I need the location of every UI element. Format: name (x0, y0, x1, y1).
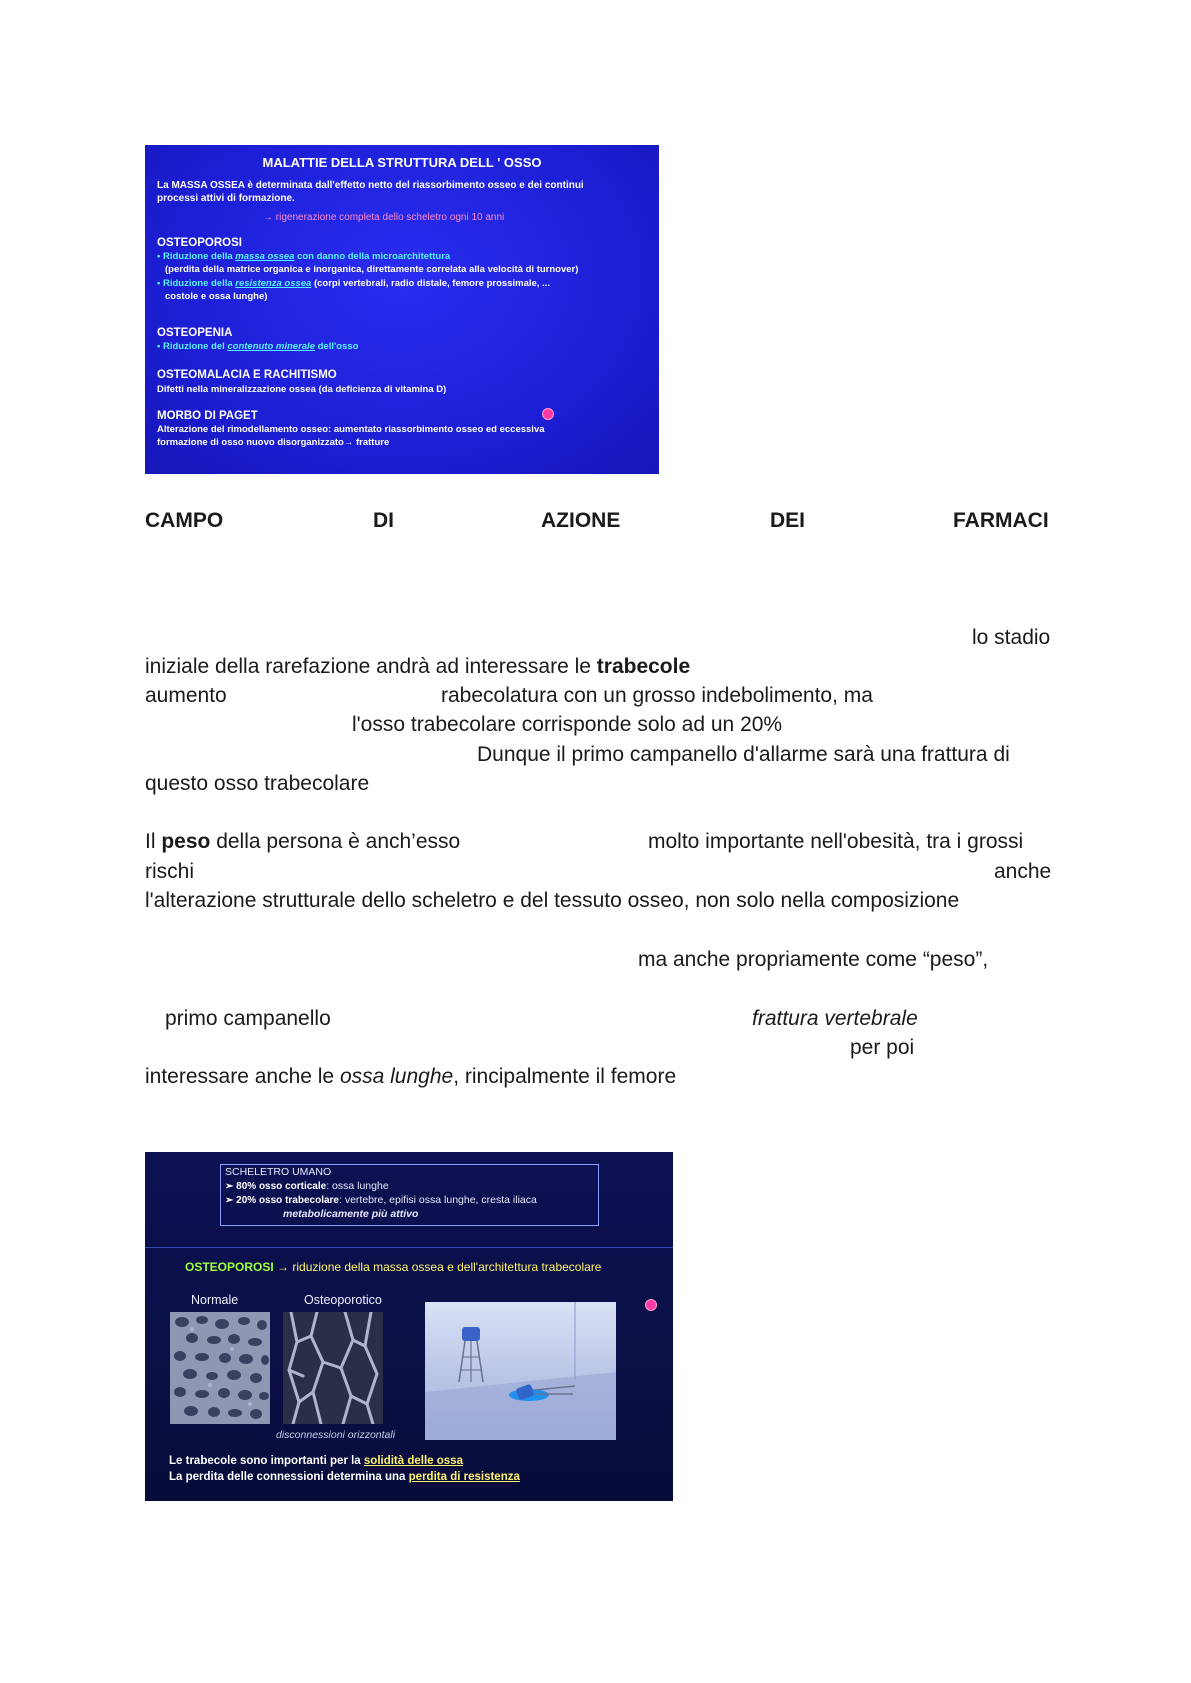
box-title: SCHELETRO UMANO (225, 1166, 332, 1178)
footer1-pre: Le trabecole sono importanti per la (169, 1455, 364, 1467)
footer2-underlined: perdita di resistenza (408, 1471, 520, 1483)
p2-line7 (145, 1062, 676, 1091)
water-tower-illustration (425, 1302, 616, 1440)
pointer-dot-icon (645, 1299, 657, 1311)
slide1-intro-line2: processi attivi di formazione. (157, 193, 295, 204)
osteoporosis-headline (185, 1258, 601, 1276)
footer2-pre: La perdita delle connessioni determina una (169, 1471, 409, 1483)
osteopenia-bullet (157, 341, 358, 352)
pointer-dot-icon (542, 408, 554, 420)
p2-italic-ossa-lunghe: ossa lunghe (339, 1065, 454, 1088)
osteoporosi-bullet2-line2: costole e ossa lunghe) (165, 291, 268, 302)
p2-line1-pre: Il (145, 830, 162, 853)
p2-line1a (145, 827, 460, 856)
footer1-underlined: solidità delle ossa (363, 1455, 463, 1467)
b1-pre: • Riduzione della (157, 251, 233, 262)
headline-text: → riduzione della massa ossea e dell'architettura trabecolare (273, 1260, 602, 1274)
p1-line1: lo stadio (972, 626, 1051, 649)
p1-line2-text: iniziale della rarefazione andrà ad interessare le (145, 655, 597, 678)
heading-word-farmaci: FARMACI (953, 509, 1049, 532)
heading-word-azione: AZIONE (541, 509, 621, 532)
b1-post: con danno della microarchitettura (297, 251, 451, 262)
footer-line1 (169, 1455, 463, 1467)
slide1-intro-line1: La MASSA OSSEA è determinata dall'effetto netto del riassorbimento osseo e dei continui (157, 180, 584, 191)
b1-underlined: massa ossea (235, 251, 295, 262)
p2-line7-pre: interessare anche le (145, 1065, 340, 1088)
p1-bold-trabecole: trabecole (596, 655, 691, 678)
p2-line7-post: , rincipalmente il femore (453, 1065, 677, 1088)
p2-line5b: frattura vertebrale (752, 1007, 918, 1030)
slide-bone-diseases (145, 145, 659, 474)
box-line3: metabolicamente più attivo (283, 1208, 419, 1220)
label-osteoporotic: Osteoporotico (304, 1293, 382, 1307)
p2-line2a: rischi (145, 860, 195, 883)
footer-line2 (169, 1471, 520, 1483)
p2-line6: per poi (850, 1036, 915, 1059)
heading-word-dei: DEI (770, 509, 806, 532)
paget-line2: formazione di osso nuovo disorganizzato→ fratture (157, 437, 390, 448)
osteomalacia-heading: OSTEOMALACIA E RACHITISMO (157, 369, 337, 381)
caption-disconnections: disconnessioni orizzontali (276, 1429, 396, 1441)
p1-line3a: aumento (145, 684, 227, 707)
headline-green: OSTEOPOROSI (185, 1260, 274, 1274)
osteopenia-pre: • Riduzione del (157, 341, 225, 352)
paget-heading: MORBO DI PAGET (157, 410, 258, 422)
osteomalacia-text: Difetti nella mineralizzazione ossea (da deficienza di vitamina D) (157, 384, 447, 395)
box-line1-bold: ➢ 80% osso corticale (225, 1181, 327, 1192)
p1-line3b: rabecolatura con un grosso indebolimento, ma (441, 684, 873, 707)
osteopenia-post: dell'osso (317, 341, 359, 352)
osteoporosi-heading: OSTEOPOROSI (157, 237, 242, 249)
b2-underlined: resistenza ossea (235, 278, 312, 289)
osteoporosi-bullet1 (157, 251, 450, 262)
p2-line2b: anche (994, 860, 1052, 883)
box-line2-bold: ➢ 20% osso trabecolare (225, 1195, 339, 1206)
p1-line6: questo osso trabecolare (145, 772, 370, 795)
normal-bone-image (170, 1312, 270, 1424)
p1-line5: Dunque il primo campanello d'allarme sarà una frattura di (477, 743, 1010, 766)
box-line2 (225, 1194, 537, 1206)
osteoporotic-bone-image (283, 1312, 383, 1424)
label-normal: Normale (191, 1293, 239, 1307)
box-line1-text: : ossa lunghe (326, 1180, 389, 1192)
p2-line4: ma anche propriamente come “peso”, (638, 948, 989, 971)
heading-word-campo: CAMPO (145, 509, 224, 532)
p2-line1b: molto importante nell'obesità, tra i grossi (648, 830, 1024, 853)
p2-line1-post: della persona è anch’esso (210, 830, 461, 853)
paget-line1: Alterazione del rimodellamento osseo: aumentato riassorbimento osseo ed eccessiva (157, 424, 545, 435)
heading-word-di: DI (373, 509, 394, 532)
p2-bold-peso: peso (161, 830, 211, 853)
box-line2-text: : vertebre, epifisi ossa lunghe, cresta iliaca (338, 1194, 537, 1206)
osteopenia-underlined: contenuto minerale (227, 341, 315, 352)
standing-tower-icon (459, 1327, 483, 1382)
osteoporosi-bullet1-line2: (perdita della matrice organica e inorganica, direttamente correlata alla velocità di turnover) (165, 264, 579, 275)
slide1-title: MALATTIE DELLA STRUTTURA DELL ' OSSO (262, 155, 542, 170)
b2-post: (corpi vertebrali, radio distale, femore prossimale, ... (313, 278, 550, 289)
b2-pre: • Riduzione della (157, 278, 233, 289)
slide-osteoporosis (145, 1152, 673, 1501)
p1-line4: l'osso trabecolare corrisponde solo ad un 20% (352, 713, 783, 736)
separator-line (145, 1247, 673, 1248)
slide1-arrow-note: → rigenerazione completa dello scheletro ogni 10 anni (263, 212, 505, 223)
box-line1 (225, 1180, 389, 1192)
osteoporosi-bullet2 (157, 278, 550, 289)
osteopenia-heading: OSTEOPENIA (157, 327, 233, 339)
p2-line5a: primo campanello (165, 1007, 331, 1030)
p1-line2 (145, 652, 690, 681)
p2-line3: l'alterazione strutturale dello scheletro e del tessuto osseo, non solo nella composizione (145, 889, 960, 912)
